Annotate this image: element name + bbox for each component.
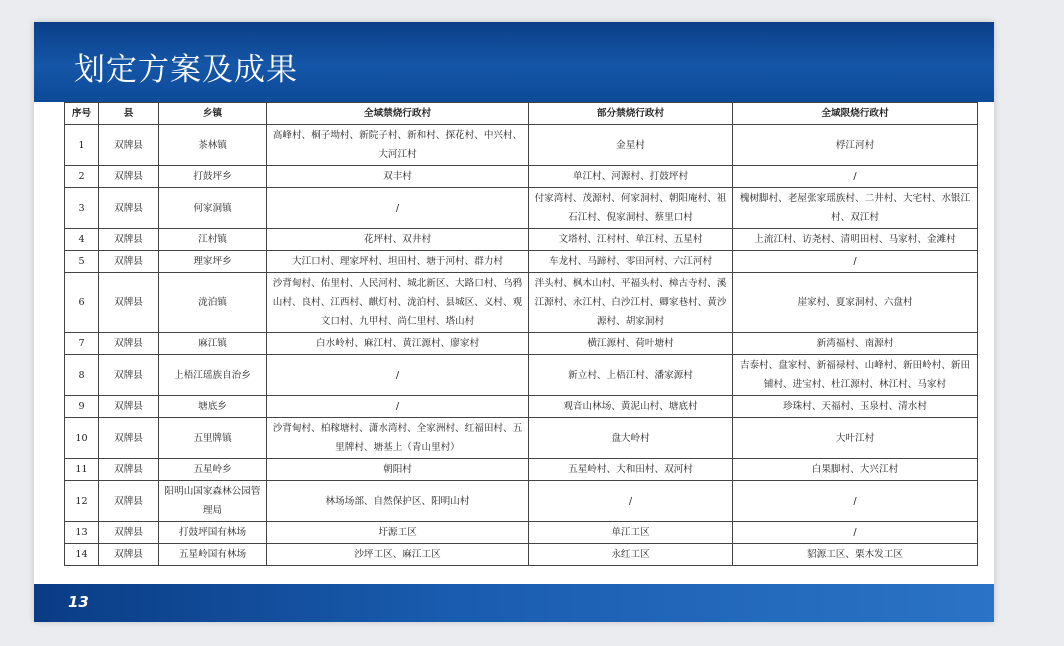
- slide-header: [34, 22, 994, 102]
- full-ban-cell: 林场场部、自然保护区、阳明山村: [267, 481, 529, 522]
- full-limit-cell: 槐树脚村、老屋张家瑶族村、二井村、大宅村、水银江村、双江村: [733, 188, 978, 229]
- partial-ban-cell: 单江工区: [529, 522, 733, 544]
- full-limit-cell: 吉泰村、盘家村、新福禄村、山峰村、新田岭村、新田铺村、进宝村、杜江源村、林江村、马家村: [733, 355, 978, 396]
- row-number: 11: [65, 459, 99, 481]
- town-cell: 塘底乡: [159, 396, 267, 418]
- table-row: [65, 166, 978, 188]
- full-limit-cell: 珍珠村、天福村、玉泉村、清水村: [733, 396, 978, 418]
- county-cell: 双牌县: [99, 229, 159, 251]
- partial-ban-cell: 单江村、河源村、打鼓坪村: [529, 166, 733, 188]
- partial-ban-cell: 付家湾村、茂源村、何家洞村、朝阳庵村、祖石江村、倪家洞村、蔡里口村: [529, 188, 733, 229]
- full-ban-cell: /: [267, 396, 529, 418]
- county-cell: 双牌县: [99, 251, 159, 273]
- partial-ban-cell: /: [529, 481, 733, 522]
- slide-footer: [34, 584, 994, 622]
- full-limit-cell: /: [733, 166, 978, 188]
- row-number: 13: [65, 522, 99, 544]
- row-number: 10: [65, 418, 99, 459]
- county-cell: 双牌县: [99, 166, 159, 188]
- partial-ban-cell: 横江源村、荷叶塘村: [529, 333, 733, 355]
- county-cell: 双牌县: [99, 273, 159, 333]
- table-row: [65, 188, 978, 229]
- row-number: 3: [65, 188, 99, 229]
- partial-ban-cell: 盘大岭村: [529, 418, 733, 459]
- town-cell: 麻江镇: [159, 333, 267, 355]
- county-cell: 双牌县: [99, 355, 159, 396]
- column-header: 部分禁烧行政村: [529, 103, 733, 125]
- table-row: [65, 544, 978, 566]
- table-row: [65, 125, 978, 166]
- full-ban-cell: 花坪村、双井村: [267, 229, 529, 251]
- page-number: 13: [68, 593, 89, 611]
- row-number: 2: [65, 166, 99, 188]
- row-number: 1: [65, 125, 99, 166]
- full-limit-cell: 桴江河村: [733, 125, 978, 166]
- full-ban-cell: 沙背甸村、佑里村、人民河村、城北新区、大路口村、乌鸦山村、良村、江西村、麒灯村、泷泊村、县城区、义村、观文口村、九甲村、尚仁里村、塔山村: [267, 273, 529, 333]
- county-cell: 双牌县: [99, 544, 159, 566]
- partial-ban-cell: 金星村: [529, 125, 733, 166]
- full-ban-cell: 沙背甸村、柏稼塘村、潇水湾村、全家洲村、红福田村、五里牌村、塘基上（青山里村）: [267, 418, 529, 459]
- town-cell: 茶林镇: [159, 125, 267, 166]
- row-number: 9: [65, 396, 99, 418]
- column-header: 乡镇: [159, 103, 267, 125]
- town-cell: 何家洞镇: [159, 188, 267, 229]
- full-ban-cell: 白水岭村、麻江村、黄江源村、廖家村: [267, 333, 529, 355]
- full-limit-cell: 白果脚村、大兴江村: [733, 459, 978, 481]
- table-row: [65, 418, 978, 459]
- full-limit-cell: 崖家村、夏家洞村、六盘村: [733, 273, 978, 333]
- town-cell: 泷泊镇: [159, 273, 267, 333]
- town-cell: 江村镇: [159, 229, 267, 251]
- slide-title: 划定方案及成果: [74, 52, 298, 88]
- full-ban-cell: 高峰村、桐子坳村、新院子村、新和村、探花村、中兴村、大河江村: [267, 125, 529, 166]
- table-row: [65, 251, 978, 273]
- column-header: 县: [99, 103, 159, 125]
- full-limit-cell: 新湾福村、南源村: [733, 333, 978, 355]
- county-cell: 双牌县: [99, 396, 159, 418]
- slide: [34, 22, 994, 622]
- full-ban-cell: 大江口村、理家坪村、坦田村、塘于河村、群力村: [267, 251, 529, 273]
- row-number: 5: [65, 251, 99, 273]
- row-number: 14: [65, 544, 99, 566]
- county-cell: 双牌县: [99, 333, 159, 355]
- table-row: [65, 355, 978, 396]
- partial-ban-cell: 车龙村、马蹄村、零田河村、六江河村: [529, 251, 733, 273]
- town-cell: 上梧江瑶族自治乡: [159, 355, 267, 396]
- full-ban-cell: 双丰村: [267, 166, 529, 188]
- table-row: [65, 459, 978, 481]
- table-row: [65, 396, 978, 418]
- column-header: 全域限烧行政村: [733, 103, 978, 125]
- full-ban-cell: /: [267, 355, 529, 396]
- full-ban-cell: 圩源工区: [267, 522, 529, 544]
- county-cell: 双牌县: [99, 459, 159, 481]
- county-cell: 双牌县: [99, 188, 159, 229]
- county-cell: 双牌县: [99, 125, 159, 166]
- row-number: 7: [65, 333, 99, 355]
- county-cell: 双牌县: [99, 522, 159, 544]
- town-cell: 五星岭乡: [159, 459, 267, 481]
- town-cell: 五星岭国有林场: [159, 544, 267, 566]
- table-row: [65, 333, 978, 355]
- full-ban-cell: /: [267, 188, 529, 229]
- town-cell: 打鼓坪乡: [159, 166, 267, 188]
- table-row: [65, 273, 978, 333]
- partial-ban-cell: 观音山林场、黄泥山村、塘底村: [529, 396, 733, 418]
- partial-ban-cell: 泮头村、枫木山村、平福头村、樟古寺村、溪江源村、永江村、白沙江村、卿家巷村、黄沙源村、胡家洞村: [529, 273, 733, 333]
- full-limit-cell: 大叶江村: [733, 418, 978, 459]
- table-row: [65, 481, 978, 522]
- zoning-table: [64, 102, 978, 566]
- full-limit-cell: /: [733, 481, 978, 522]
- table-body: [65, 125, 978, 566]
- row-number: 6: [65, 273, 99, 333]
- column-header: 全域禁烧行政村: [267, 103, 529, 125]
- full-ban-cell: 沙坪工区、麻江工区: [267, 544, 529, 566]
- full-limit-cell: /: [733, 522, 978, 544]
- table-row: [65, 522, 978, 544]
- row-number: 8: [65, 355, 99, 396]
- row-number: 4: [65, 229, 99, 251]
- table-row: [65, 229, 978, 251]
- town-cell: 五里牌镇: [159, 418, 267, 459]
- full-limit-cell: /: [733, 251, 978, 273]
- column-header: 序号: [65, 103, 99, 125]
- town-cell: 理家坪乡: [159, 251, 267, 273]
- town-cell: 打鼓坪国有林场: [159, 522, 267, 544]
- full-limit-cell: 貂源工区、栗木发工区: [733, 544, 978, 566]
- partial-ban-cell: 五星岭村、大和田村、双河村: [529, 459, 733, 481]
- town-cell: 阳明山国家森林公园管理局: [159, 481, 267, 522]
- full-limit-cell: 上流江村、访尧村、清明田村、马家村、金滩村: [733, 229, 978, 251]
- county-cell: 双牌县: [99, 481, 159, 522]
- partial-ban-cell: 新立村、上梧江村、潘家源村: [529, 355, 733, 396]
- row-number: 12: [65, 481, 99, 522]
- county-cell: 双牌县: [99, 418, 159, 459]
- partial-ban-cell: 永红工区: [529, 544, 733, 566]
- table-header-row: [65, 103, 978, 125]
- partial-ban-cell: 文塔村、江村村、单江村、五星村: [529, 229, 733, 251]
- full-ban-cell: 朝阳村: [267, 459, 529, 481]
